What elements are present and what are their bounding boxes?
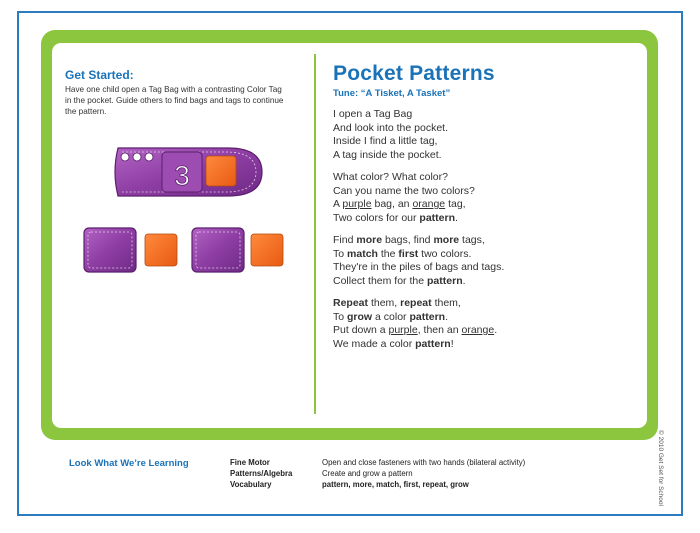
poem-line: I open a Tag Bag [333,108,413,120]
poem-line: Can you name the two colors? [333,184,475,197]
poem-line: To grow a color pattern. [333,310,448,323]
poem-line: Repeat them, repeat them, [333,297,461,309]
stanza-2 [333,171,633,225]
learning-vocabulary: pattern, more, match, first, repeat, grow [322,480,469,489]
learning-category: Vocabulary [230,480,272,489]
poem-line: What color? What color? [333,171,448,183]
stanza-1 [333,108,633,162]
bag-number: 3 [174,160,190,191]
poem-line: Find more bags, find more tags, [333,234,485,246]
snap-hole-2 [133,153,141,161]
orange-tag-2 [251,234,283,266]
poem-line: A tag inside the pocket. [333,148,442,161]
poem-line: We made a color pattern! [333,337,454,350]
snap-hole-1 [121,153,129,161]
poem-line: And look into the pocket. [333,121,448,134]
learning-category: Patterns/Algebra [230,469,293,478]
orange-tag-in-pocket [206,156,236,186]
poem-line: A purple bag, an orange tag, [333,198,466,210]
poem-line: Two colors for our pattern. [333,211,458,224]
get-started-title: Get Started: [65,68,134,82]
orange-tag-1 [145,234,177,266]
learning-description: Open and close fasteners with two hands (bilateral activity) [322,458,526,467]
copyright: © 2010 Get Set for School [657,430,664,506]
poem-title: Pocket Patterns [333,62,495,85]
stanza-3 [333,234,633,288]
learning-category: Fine Motor [230,458,270,467]
get-started-body: Have one child open a Tag Bag with a contrasting Color Tag in the pocket. Guide others to find bags and tags to continue the pattern. [65,85,284,116]
snap-hole-3 [145,153,153,161]
purple-bag-2 [192,228,244,272]
purple-bag-1 [84,228,136,272]
learning-description: Create and grow a pattern [322,469,413,478]
learning-title: Look What We’re Learning [69,458,189,469]
stanza-4 [333,297,633,351]
poem-body [333,108,633,360]
poem-line: Collect them for the pattern. [333,274,466,287]
poem-line: Put down a purple, then an orange. [333,324,498,336]
poem-line: Inside I find a little tag, [333,135,438,147]
poem-line: To match the first two colors. [333,247,472,260]
poem-tune: Tune: “A Tisket, A Tasket” [333,88,451,99]
poem-line: They're in the piles of bags and tags. [333,261,505,273]
